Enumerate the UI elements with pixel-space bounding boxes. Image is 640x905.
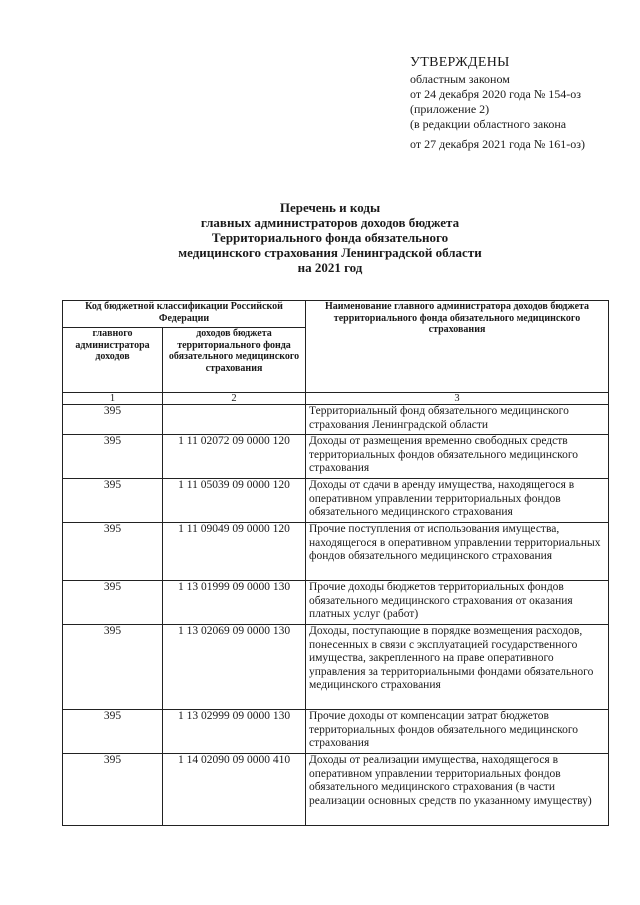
header-administrator-name: Наименование главного администратора доходов бюджета территориального фонда обязательного медицинского страхования <box>306 301 609 393</box>
revenue-code-cell: 1 13 02999 09 0000 130 <box>163 710 306 754</box>
revenue-code-cell: 1 14 02090 09 0000 410 <box>163 754 306 826</box>
revenue-code-cell: 1 11 05039 09 0000 120 <box>163 479 306 523</box>
title-line: Перечень и коды <box>279 200 381 215</box>
admin-code-cell: 395 <box>63 479 163 523</box>
revenue-name-cell: Доходы от сдачи в аренду имущества, находящегося в оперативном управлении территориальных фондов обязательного медицинского страхования <box>306 479 609 523</box>
header-main-administrator: главного администратора доходов <box>63 328 163 393</box>
admin-code-cell: 395 <box>63 581 163 625</box>
revenue-code-cell: 1 13 02069 09 0000 130 <box>163 625 306 710</box>
admin-code-cell: 395 <box>63 523 163 581</box>
revenue-code-cell: 1 13 01999 09 0000 130 <box>163 581 306 625</box>
revenue-codes-table <box>62 300 609 826</box>
table-row <box>63 405 609 435</box>
revenue-name-cell: Доходы, поступающие в порядке возмещения расходов, понесенных в связи с эксплуатацией государственного имущества, закрепленного на праве оперативного управления за территориальными фондами обязательного медицинского страхования <box>306 625 609 710</box>
admin-code-cell: 395 <box>63 435 163 479</box>
column-number: 2 <box>163 393 306 405</box>
document-title <box>60 200 600 275</box>
revenue-name-cell: Доходы от реализации имущества, находящегося в оперативном управлении территориальных фондов обязательного медицинского страхования (в части реализации основных средств по указанному имуществу) <box>306 754 609 826</box>
header-budget-classification: Код бюджетной классификации Российской Федерации <box>63 301 306 328</box>
revenue-name-cell: Прочие поступления от использования имущества, находящегося в оперативном управлении территориальных фондов обязательного медицинского страхования <box>306 523 609 581</box>
approval-heading: УТВЕРЖДЕНЫ <box>410 55 510 70</box>
admin-code-cell: 395 <box>63 405 163 435</box>
column-number: 1 <box>63 393 163 405</box>
table-row <box>63 754 609 826</box>
approval-line: (в редакции областного закона <box>410 117 567 131</box>
table-row <box>63 710 609 754</box>
table-row <box>63 581 609 625</box>
table-row <box>63 435 609 479</box>
revenue-code-cell: 1 11 09049 09 0000 120 <box>163 523 306 581</box>
title-line: главных администраторов доходов бюджета <box>200 215 460 230</box>
approval-line: (приложение 2) <box>410 102 490 116</box>
table-row <box>63 625 609 710</box>
admin-code-cell: 395 <box>63 625 163 710</box>
column-number: 3 <box>306 393 609 405</box>
revenue-name-cell: Прочие доходы от компенсации затрат бюджетов территориальных фондов обязательного медицинского страхования <box>306 710 609 754</box>
admin-code-cell: 395 <box>63 754 163 826</box>
approval-line: от 24 декабря 2020 года № 154-оз <box>410 87 582 101</box>
approval-block <box>410 55 635 152</box>
revenue-code-cell: 1 11 02072 09 0000 120 <box>163 435 306 479</box>
revenue-code-cell <box>163 405 306 435</box>
revenue-name-cell: Доходы от размещения временно свободных средств территориальных фондов обязательного медицинского страхования <box>306 435 609 479</box>
table-row <box>63 479 609 523</box>
header-fund-revenues: доходов бюджета территориального фонда обязательного медицинского страхования <box>163 328 306 393</box>
title-line: медицинского страхования Ленинградской области <box>178 245 482 260</box>
revenue-name-cell: Территориальный фонд обязательного медицинского страхования Ленинградской области <box>306 405 609 435</box>
title-line: Территориального фонда обязательного <box>211 230 449 245</box>
title-line: на 2021 год <box>297 260 363 275</box>
admin-code-cell: 395 <box>63 710 163 754</box>
table-row <box>63 523 609 581</box>
revenue-name-cell: Прочие доходы бюджетов территориальных фондов обязательного медицинского страхования от оказания платных услуг (работ) <box>306 581 609 625</box>
approval-line: областным законом <box>410 72 510 86</box>
approval-amendment-date: от 27 декабря 2021 года № 161-оз) <box>410 137 586 151</box>
